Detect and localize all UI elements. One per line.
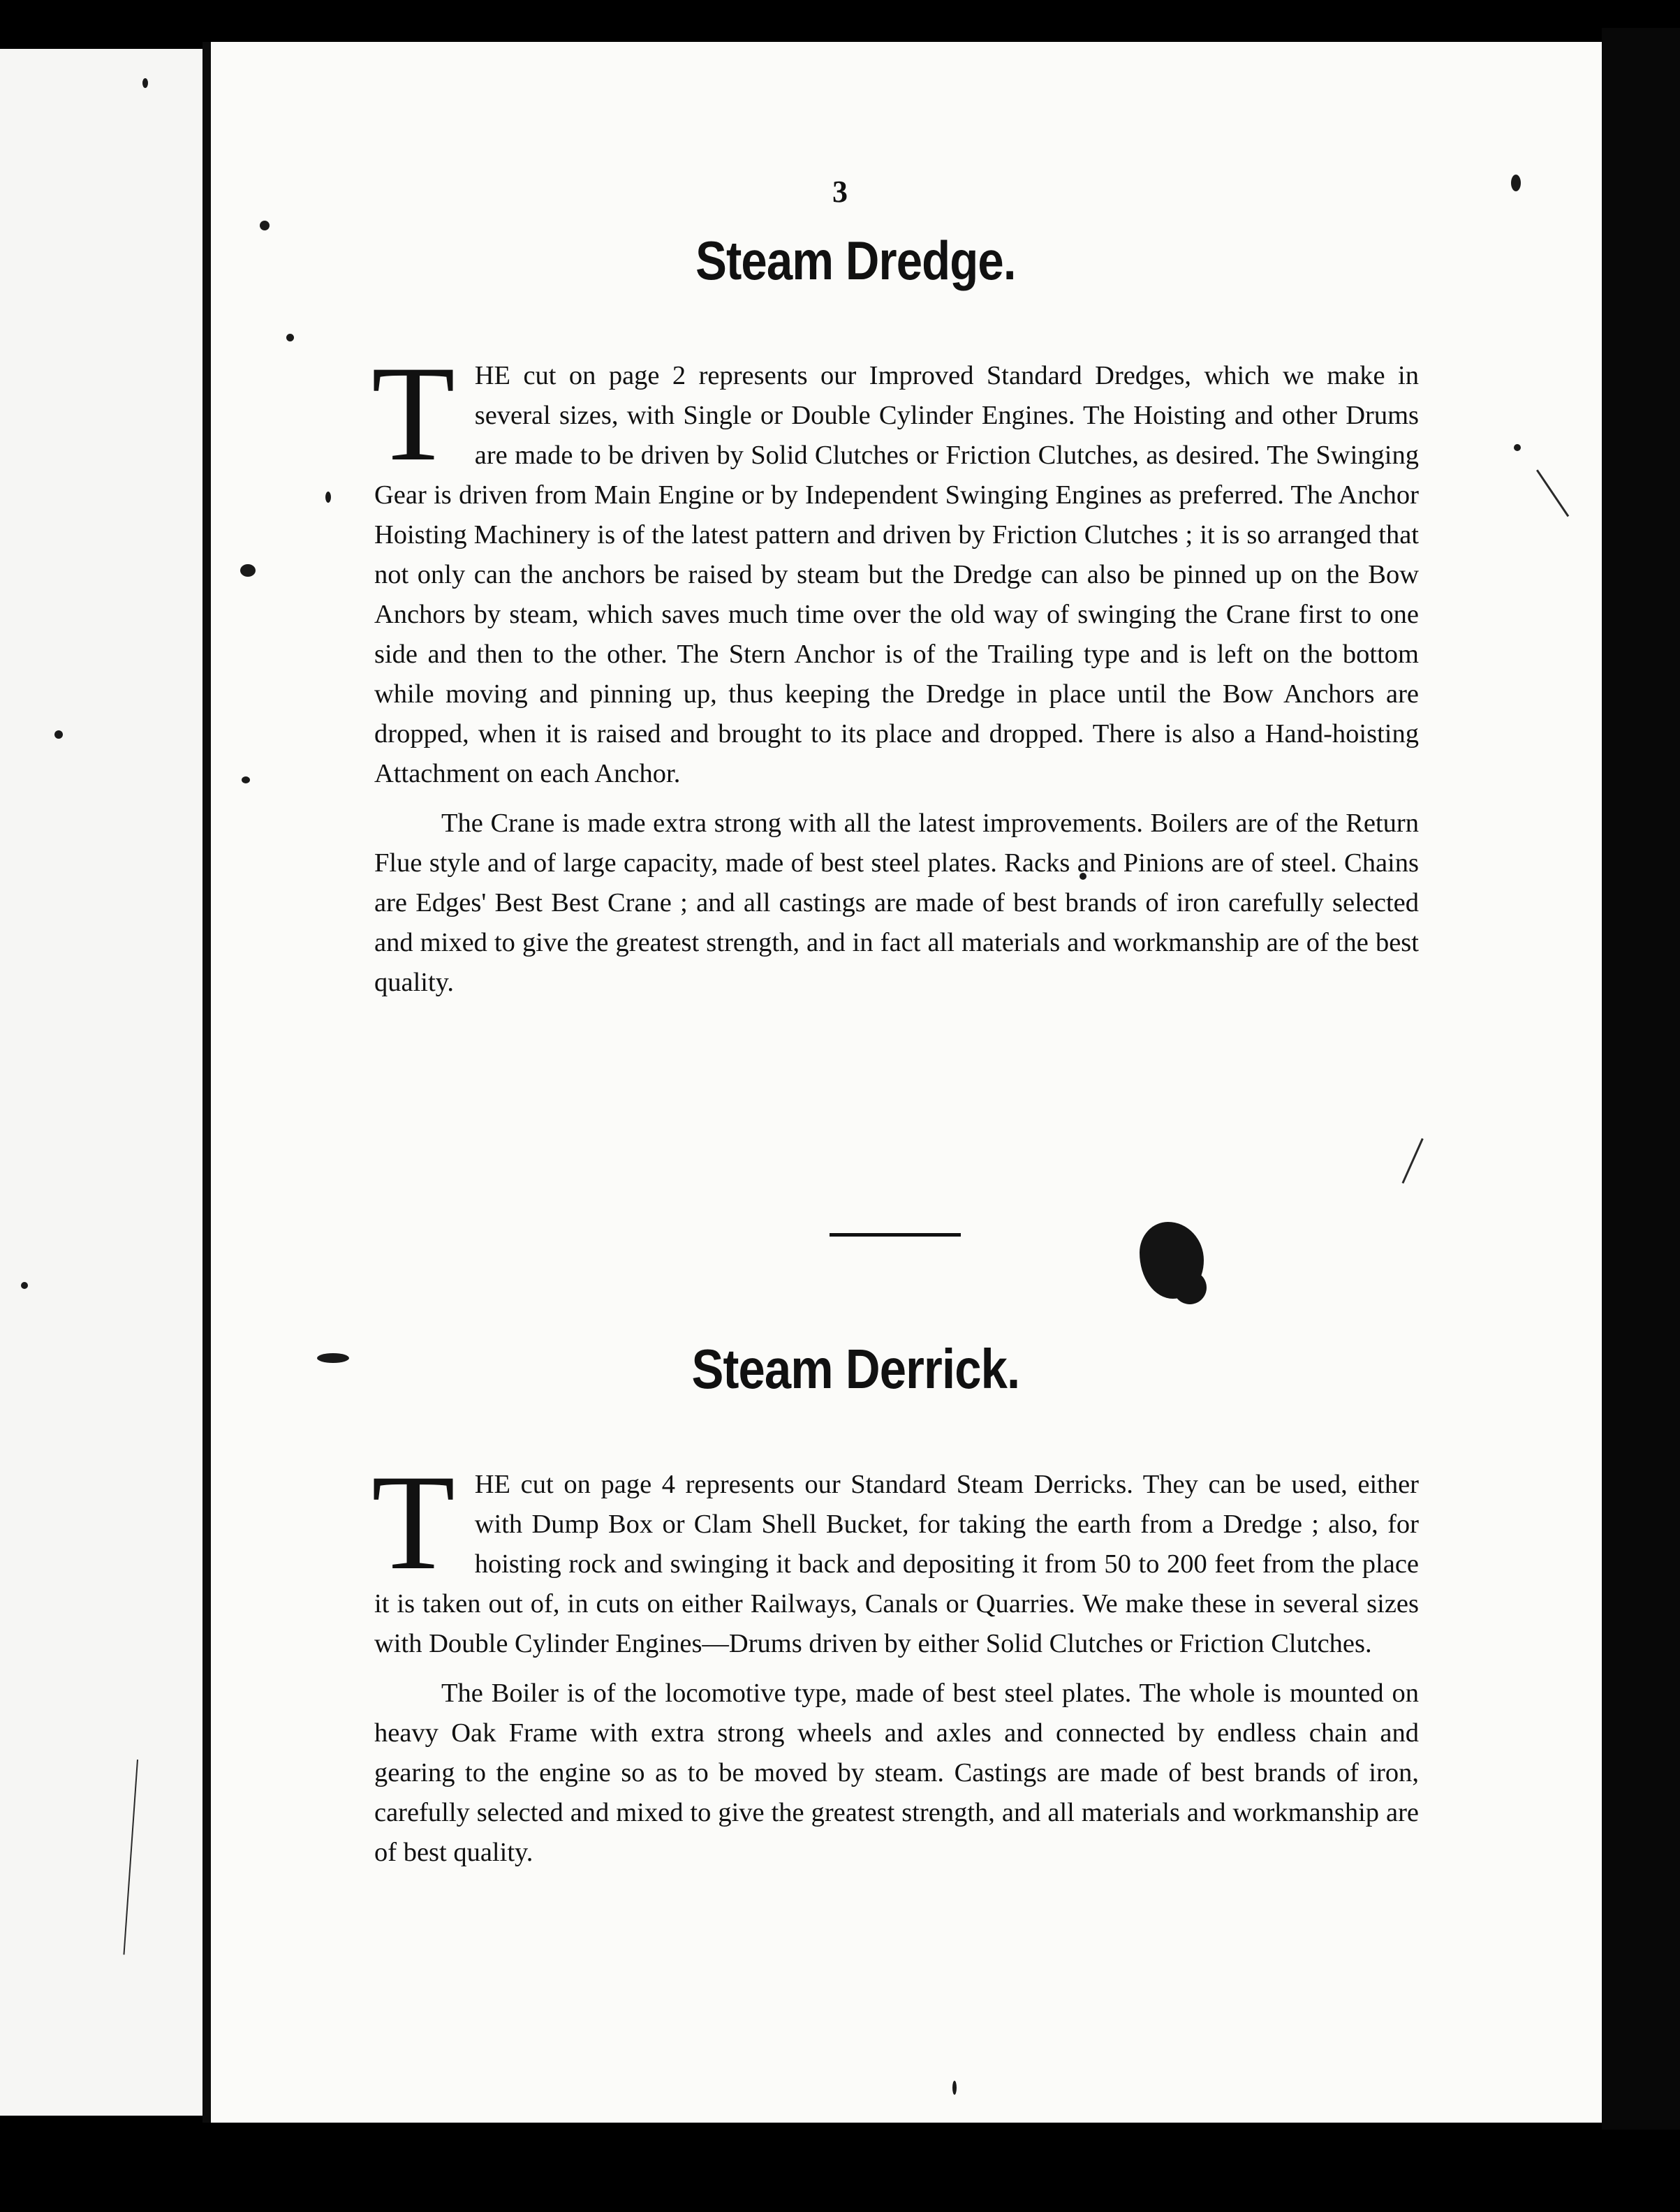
paragraph: The Boiler is of the locomotive type, made of best steel plates. The whole is mounted on heavy Oak Frame with extra strong wheels and axles and connected by endless chain and gearing to the engine so as to be moved by steam. Castings are made of best brands of iron, carefully selected and mixed to give the greatest strength, and all materials and workmanship are of best quality. <box>374 1679 1419 1867</box>
section-divider <box>830 1233 961 1237</box>
ink-blot <box>1173 1271 1207 1304</box>
section-heading-steam-dredge: Steam Dredge. <box>695 230 1016 291</box>
scan-speck <box>242 776 250 783</box>
page-edge-shadow <box>1602 28 1680 2130</box>
section-steam-derrick <box>371 1447 1419 1873</box>
section-steam-dredge <box>371 338 1419 1003</box>
drop-cap: T <box>371 1447 455 1598</box>
section-heading-steam-derrick: Steam Derrick. <box>691 1338 1020 1400</box>
facing-page-edge <box>0 49 202 2116</box>
paragraph <box>371 1447 1419 1664</box>
binding-gutter <box>202 42 211 2123</box>
scan-speck <box>54 730 63 739</box>
paragraph-text: HE cut on page 2 represents our Improved Standard Dredges, which we make in several sizes, with Single or Double Cylinder Engines. The Hoisting and other Drums are made to be driven by Solid Clutches or Friction Clutches, as desired. The Swinging Gear is driven from Main Engine or by Independent Swinging Engines as preferred. The Anchor Hoisting Machinery is of the latest pattern and driven by Friction Clutches ; it is so arranged that not only can the anchors be raised by steam but the Dredge can also be pinned up on the Bow Anchors by steam, which saves much time over the old way of swinging the Crane first to one side and then to the other. The Stern Anchor is of the Trailing type and is left on the bottom while moving and pinning up, thus keeping the Dredge in place until the Bow Anchors are dropped, when it is raised and brought to its place and dropped. There is also a Hand-hoisting Attachment on each Anchor. <box>374 361 1419 788</box>
paragraph: The Crane is made extra strong with all the latest improvements. Boilers are of the Return Flue style and of large capacity, made of best steel plates. Racks and Pinions are of steel. Chains are Edges' Best Best Crane ; and all castings are made of best brands of iron carefully selected and mixed to give the greatest strength, and in fact all materials and workmanship are of the best quality. <box>374 809 1419 997</box>
scan-speck <box>142 78 148 88</box>
scan-speck <box>286 334 294 341</box>
scan-speck <box>21 1282 28 1289</box>
scan-speck <box>1514 444 1521 451</box>
paragraph <box>371 338 1419 794</box>
scan-speck <box>325 492 331 503</box>
drop-cap: T <box>371 338 455 489</box>
scan-speck <box>952 2081 957 2095</box>
page-number: 3 <box>832 175 848 209</box>
scan-speck <box>240 564 256 577</box>
paragraph-text: HE cut on page 4 represents our Standard Steam Derricks. They can be used, either with Dump Box or Clam Shell Bucket, for taking the earth from a Dredge ; also, for hoisting rock and swinging it back and depositing it from 50 to 200 feet from the place it is taken out of, in cuts on either Railways, Canals or Quarries. We make these in several sizes with Double Cylinder Engines—Drums driven by either Solid Clutches or Friction Clutches. <box>374 1470 1419 1658</box>
